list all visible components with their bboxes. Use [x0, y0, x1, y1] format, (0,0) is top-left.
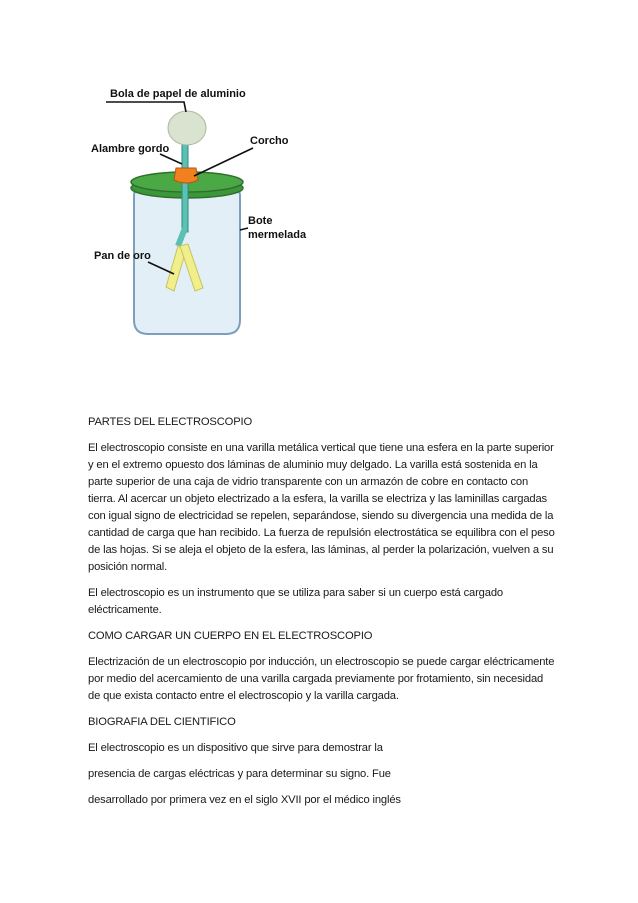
label-jar-line1: Bote: [248, 215, 273, 227]
pointer-cork: [194, 148, 253, 176]
electroscope-illustration: [88, 78, 328, 348]
wire: [182, 140, 188, 232]
paragraph-bio-line-1: El electroscopio es un dispositivo que sirve para demostrar la: [88, 742, 383, 754]
pointer-jar: [240, 228, 248, 230]
electroscope-diagram: [88, 78, 328, 348]
label-wire: Alambre gordo: [91, 143, 170, 155]
heading-charge: COMO CARGAR UN CUERPO EN EL ELECTROSCOPIO: [88, 630, 373, 642]
heading-parts: PARTES DEL ELECTROSCOPIO: [88, 416, 253, 428]
paragraph-bio-line-2: presencia de cargas eléctricas y para determinar su signo. Fue: [88, 768, 391, 780]
paragraph-charge: Electrización de un electroscopio por inducción, un electroscopio se puede cargar eléctricamente por medio del acercamiento de una varilla cargada previamente por frotamiento, sin necesidad de que exista contacto entre el electroscopio y la varilla cargada.: [88, 656, 555, 702]
label-gold: Pan de oro: [94, 250, 151, 262]
label-cork: Corcho: [250, 135, 289, 147]
pointer-ball: [106, 102, 186, 112]
pointer-wire: [160, 154, 182, 164]
label-ball: Bola de papel de aluminio: [110, 88, 246, 100]
paragraph-bio-line-3: desarrollado por primera vez en el siglo XVII por el médico inglés: [88, 794, 401, 806]
heading-bio: BIOGRAFIA DEL CIENTIFICO: [88, 716, 236, 728]
paragraph-parts-1: El electroscopio consiste en una varilla metálica vertical que tiene una esfera en la parte superior y en el extremo opuesto dos láminas de aluminio muy delgado. La varilla está sostenida en la parte superior de una caja de vidrio transparente con un armazón de cobre en contacto con tierra. Al acercar un objeto electrizado a la esfera, la varilla se electriza y las laminillas cargadas con igual signo de electricidad se repelen, separándose, siendo su divergencia una medida de la cantidad de carga que han recibido. La fuerza de repulsión electrostática se equilibra con el peso de las hojas. Si se aleja el objeto de la esfera, las láminas, al perder la polarización, vuelven a su posición normal.: [88, 442, 555, 573]
foil-ball: [168, 111, 206, 145]
paragraph-parts-2: El electroscopio es un instrumento que se utiliza para saber si un cuerpo está cargado eléctricamente.: [88, 587, 503, 616]
label-jar-line2: mermelada: [248, 229, 307, 241]
document-body: [88, 414, 558, 818]
